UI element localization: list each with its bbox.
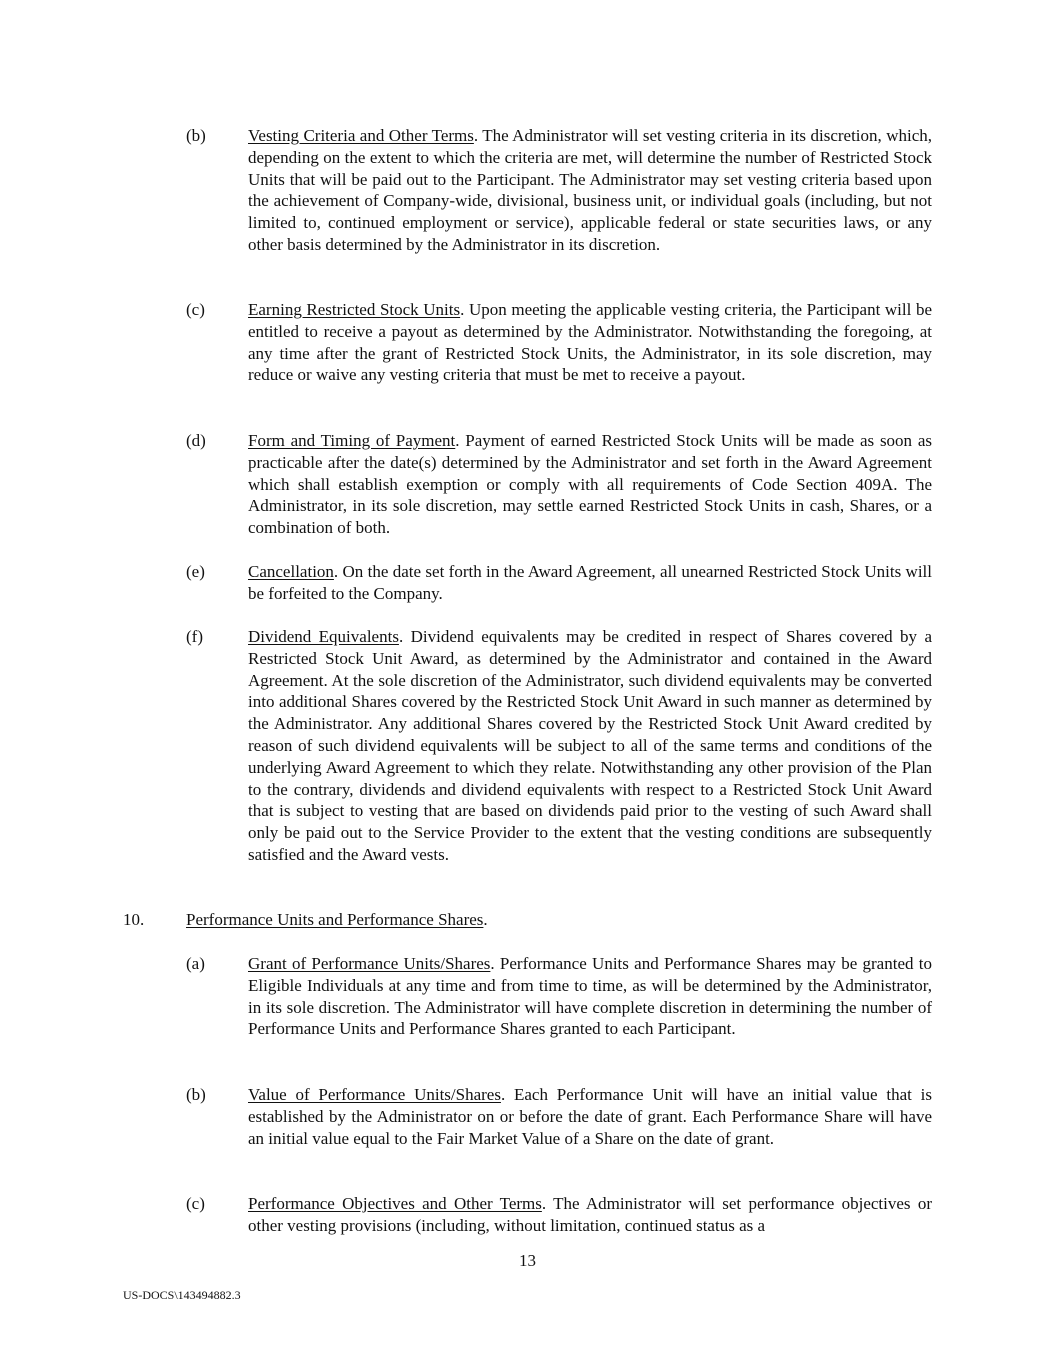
section-title-line <box>186 909 932 931</box>
section-title: Performance Units and Performance Shares <box>186 910 484 929</box>
clause-10b <box>186 1084 932 1149</box>
document-id: US-DOCS\143494882.3 <box>123 1288 241 1302</box>
clause-text: . The Administrator will set performance objectives or other vesting provisions (including, without limitation, continued status as a <box>248 1194 932 1235</box>
clause-label: (f) <box>186 627 203 646</box>
clause-label: (e) <box>186 562 205 581</box>
clause-text: . Dividend equivalents may be credited in respect of Shares covered by a Restricted Stock Unit Award, as determined by the Administrator and contained in the Award Agreement. At the sole discretion of the Administrator, such dividend equivalents may be converted into additional Shares covered by the Restricted Stock Unit Award in such manner as determined by the Administrator. Any additional Shares covered by the Restricted Stock Unit Award credited by reason of such dividend equivalents will be subject to all of the same terms and conditions of the underlying Award Agreement to which they relate. Notwithstanding any other provision of the Plan to the contrary, dividends and dividend equivalents with respect to a Restricted Stock Unit Award that is subject to vesting that are based on dividends paid prior to the vesting of such Award shall only be paid out to the Service Provider to the extent that the vesting conditions are subsequently satisfied and the Award vests. <box>248 627 932 864</box>
clause-label: (d) <box>186 431 206 450</box>
clause-body <box>248 430 932 539</box>
clause-body <box>248 1084 932 1149</box>
clause-10c <box>186 1193 932 1237</box>
clause-9c <box>186 299 932 386</box>
clause-text: . Each Performance Unit will have an initial value that is established by the Administrator on or before the date of grant. Each Performance Share will have an initial value equal to the Fair Market Value of a Share on the date of grant. <box>248 1085 932 1148</box>
clause-body <box>248 561 932 605</box>
clause-body <box>248 953 932 1040</box>
clause-heading: Performance Objectives and Other Terms <box>248 1194 542 1213</box>
clause-text: . Performance Units and Performance Shares may be granted to Eligible Individuals at any time and from time to time, as will be determined by the Administrator, in its sole discretion. The Administrator will have complete discretion in determining the number of Performance Units and Performance Shares granted to each Participant. <box>248 954 932 1039</box>
clause-heading: Earning Restricted Stock Units <box>248 300 461 319</box>
clause-body <box>248 125 932 256</box>
clause-body <box>248 626 932 866</box>
clause-label: (c) <box>186 1194 205 1213</box>
clause-heading: Grant of Performance Units/Shares <box>248 954 491 973</box>
clause-9e <box>186 561 932 605</box>
clause-heading: Form and Timing of Payment <box>248 431 456 450</box>
clause-9f <box>186 626 932 866</box>
page-number: 13 <box>519 1251 536 1270</box>
clause-heading: Cancellation <box>248 562 334 581</box>
clause-body <box>248 1193 932 1237</box>
clause-text: . The Administrator will set vesting criteria in its discretion, which, depending on the extent to which the criteria are met, will determine the number of Restricted Stock Units that will be paid out to the Participant. The Administrator may set vesting criteria based upon the achievement of Company-wide, divisional, business unit, or individual goals (including, but not limited to, continued employment or service), applicable federal or state securities laws, or any other basis determined by the Administrator in its discretion. <box>248 126 933 254</box>
clause-label: (b) <box>186 126 206 145</box>
clause-10a <box>186 953 932 1040</box>
clause-9b <box>186 125 932 256</box>
clause-label: (a) <box>186 954 205 973</box>
section-10-heading <box>123 909 932 931</box>
clause-text: . On the date set forth in the Award Agreement, all unearned Restricted Stock Units will be forfeited to the Company. <box>248 562 932 603</box>
clause-label: (b) <box>186 1085 206 1104</box>
clause-heading: Value of Performance Units/Shares <box>248 1085 501 1104</box>
clause-text: . Upon meeting the applicable vesting criteria, the Participant will be entitled to receive a payout as determined by the Administrator. Notwithstanding the foregoing, at any time after the grant of Restricted Stock Units, the Administrator, in its sole discretion, may reduce or waive any vesting criteria that must be met to receive a payout. <box>248 300 932 385</box>
clause-text: . Payment of earned Restricted Stock Units will be made as soon as practicable after the date(s) determined by the Administrator and set forth in the Award Agreement which shall establish exemption or comply with all requirements of Code Section 409A. The Administrator, in its sole discretion, may settle earned Restricted Stock Units in cash, Shares, or a combination of both. <box>248 431 932 538</box>
clause-body <box>248 299 932 386</box>
clause-heading: Dividend Equivalents <box>248 627 399 646</box>
section-number: 10. <box>123 910 145 929</box>
clause-heading: Vesting Criteria and Other Terms <box>248 126 474 145</box>
section-title-punct: . <box>483 910 488 929</box>
clause-9d <box>186 430 932 539</box>
clause-label: (c) <box>186 300 205 319</box>
